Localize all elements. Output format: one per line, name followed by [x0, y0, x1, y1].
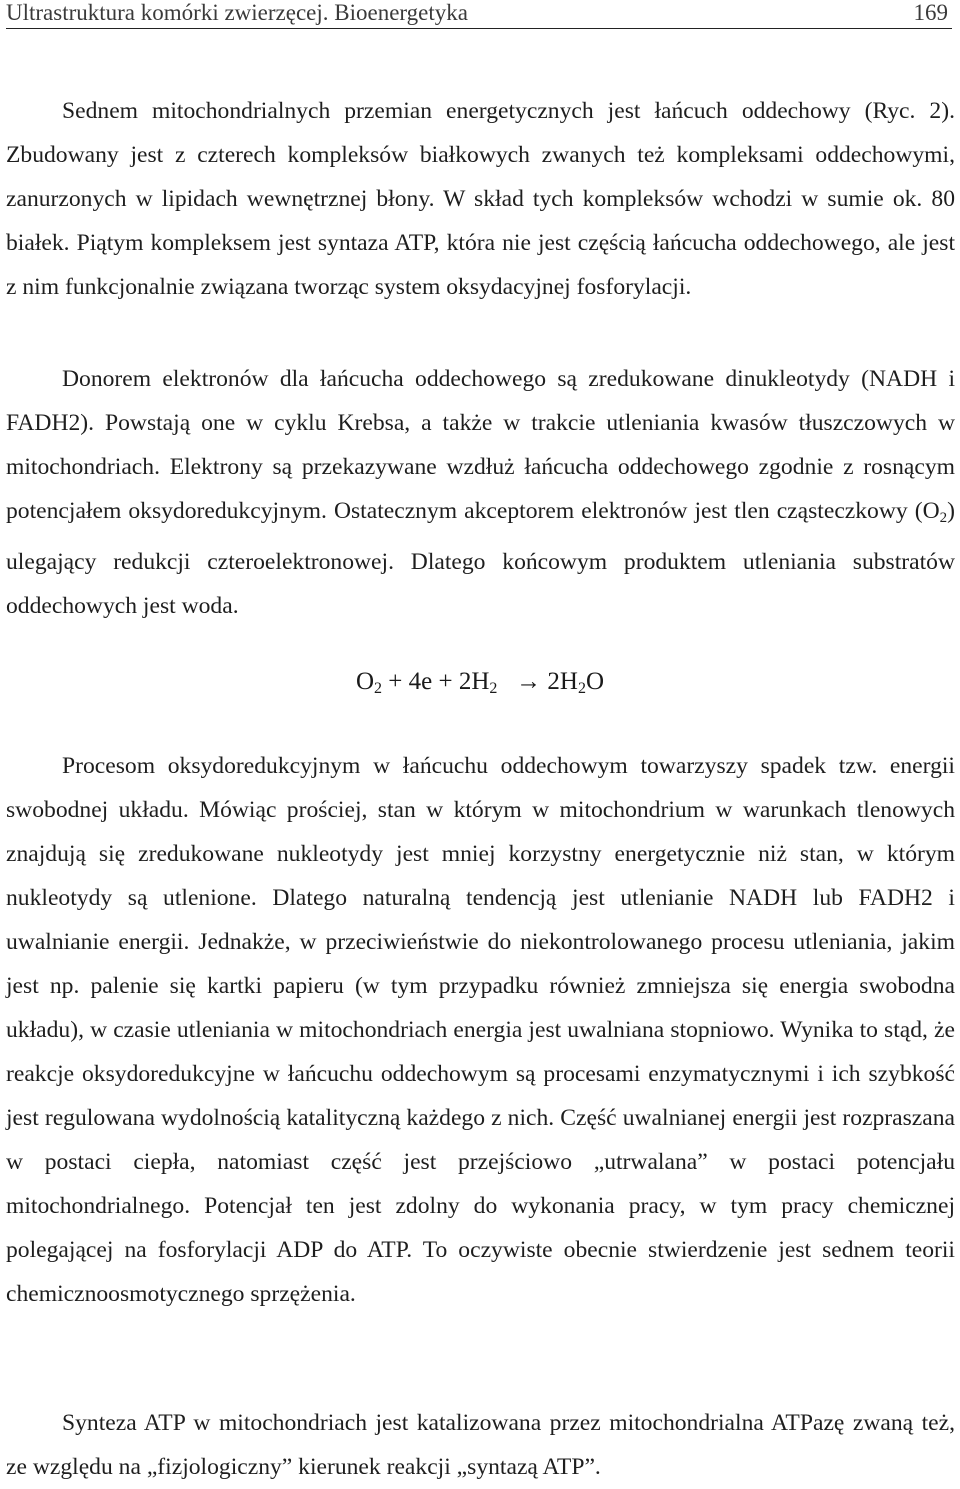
oxygen-subscript: 2	[939, 509, 948, 526]
eq-product-sub: 2	[577, 680, 586, 697]
running-header	[6, 0, 952, 29]
paragraph-free-energy: Procesom oksydoredukcyjnym w łańcuchu oddechowym towarzyszy spadek tzw. energii swobodnej układu. Mówiąc prościej, stan w którym w mitochondrium w warunkach tlenowych znajdują się zredukowane nukleotydy jest mniej korzystny energetycznie niż stan, w którym nukleotydy są utlenione. Dlatego naturalną tendencją jest utlenianie NADH lub FADH2 i uwalnianie energii. Jednakże, w przeciwieństwie do niekontrolowanego procesu utleniania, jakim jest np. palenie się kartki papieru (w tym przypadku również zmniejsza się energia swobodna układu), w czasie utleniania w mitochondriach energia jest uwalniana stopniowo. Wynika to stąd, że reakcje oksydoredukcyjne w łańcuchu oddechowym są procesami enzymatycznymi i ich szybkość jest regulowana wydolnością katalityczną każdego z nich. Część uwalnianej energii jest rozpraszana w postaci ciepła, natomiast część jest przejściowo „utrwalana” w postaci potencjału mitochondrialnego. Potencjał ten jest zdolny do wykonania pracy, w tym pracy chemicznej polegającej na fosforylacji ADP do ATP. To oczywiste obecnie stwierdzenie jest sednem teorii chemicznoosmotycznego sprzężenia.	[6, 752, 955, 1307]
paragraph-atp-synthesis: Synteza ATP w mitochondriach jest katalizowana przez mitochondrialna ATPazę zwaną też, ze względu na „fizjologiczny” kierunek reakcji „syntazą ATP”.	[6, 1409, 955, 1480]
eq-oxygen: O	[355, 668, 375, 695]
running-header-title: Ultrastruktura komórki zwierzęcej. Bioenergetyka	[6, 0, 468, 25]
page-number: 169	[913, 0, 948, 25]
eq-product-prefix: 2H	[547, 668, 578, 695]
paragraph-electron-donors-part2: ) ulegający redukcji czteroelektronowej. Dlatego końcowym produktem utleniania substratów oddechowych jest woda.	[6, 497, 955, 619]
eq-reactants: + 4e + 2H	[382, 668, 490, 695]
paragraph-respiratory-chain: Sednem mitochondrialnych przemian energetycznych jest łańcuch oddechowy (Ryc. 2). Zbudowany jest z czterech kompleksów białkowych zwanych też kompleksami oddechowymi, zanurzonych w lipidach wewnętrznej błony. W skład tych kompleksów wchodzi w sumie ok. 80 białek. Piątym kompleksem jest syntaza ATP, która nie jest częścią łańcucha oddechowego, ale jest z nim funkcjonalnie związana tworząc system oksydacyjnej fosforylacji.	[6, 97, 955, 300]
eq-hydrogen-sub: 2	[489, 680, 498, 697]
reaction-arrow-icon: →	[516, 668, 542, 695]
eq-product-suffix: O	[585, 668, 605, 695]
eq-oxygen-sub: 2	[374, 680, 383, 697]
paragraph-electron-donors	[6, 357, 955, 628]
water-formation-equation	[0, 660, 960, 711]
paragraph-electron-donors-part1: Donorem elektronów dla łańcucha oddechowego są zredukowane dinukleotydy (NADH i FADH2). Powstają one w cyklu Krebsa, a także w trakcie utleniania kwasów tłuszczowych w mitochondriach. Elektrony są przekazywane wzdłuż łańcucha oddechowego zgodnie z rosnącym potencjałem oksydoredukcyjnym. Ostatecznym akceptorem elektronów jest tlen cząsteczkowy (O	[6, 365, 955, 524]
